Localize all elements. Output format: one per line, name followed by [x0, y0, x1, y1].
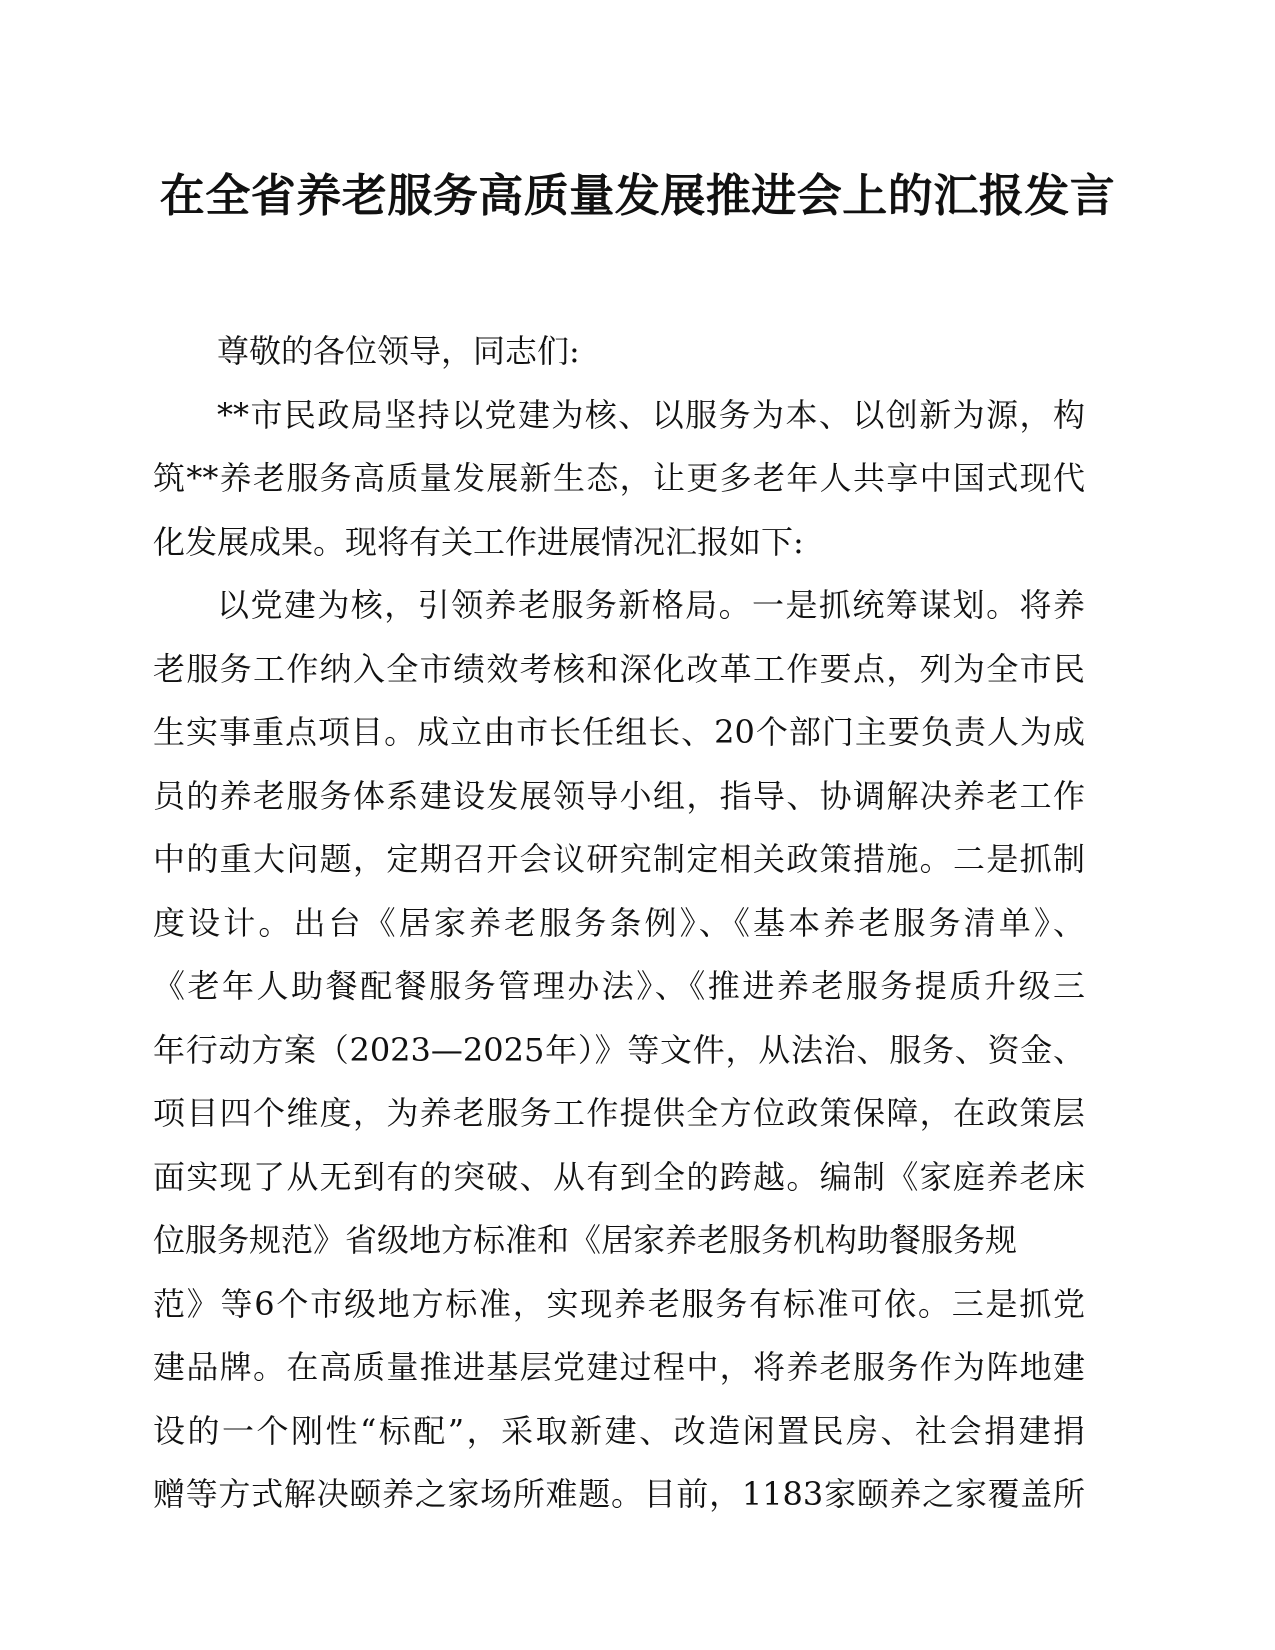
paragraph-line: 筑**养老服务高质量发展新生态，让更多老年人共享中国式现代	[153, 459, 1085, 497]
document-title: 在全省养老服务高质量发展推进会上的汇报发言	[159, 169, 1116, 222]
paragraph-line: 年行动方案（2023—2025年）》等文件，从法治、服务、资金、	[153, 1030, 1085, 1069]
paragraph-line: 员的养老服务体系建设发展领导小组，指导、协调解决养老工作	[153, 776, 1085, 815]
paragraph-line: 《老年人助餐配餐服务管理办法》、《推进养老服务提质升级三	[153, 967, 1085, 1005]
paragraph-line: 度设计。出台《居家养老服务条例》、《基本养老服务清单》、	[153, 903, 1085, 942]
paragraph-line: **市民政局坚持以党建为核、以服务为本、以创新为源，构	[217, 395, 1085, 434]
paragraph-line: 化发展成果。现将有关工作进展情况汇报如下:	[153, 522, 804, 561]
paragraph-line: 建品牌。在高质量推进基层党建过程中，将养老服务作为阵地建	[153, 1348, 1085, 1386]
paragraph-line: 设的一个刚性“标配”，采取新建、改造闲置民房、社会捐建捐	[153, 1411, 1085, 1450]
salutation-line: 尊敬的各位领导，同志们:	[217, 332, 580, 370]
paragraph-line: 生实事重点项目。成立由市长任组长、20个部门主要负责人为成	[153, 713, 1085, 751]
paragraph-line: 老服务工作纳入全市绩效考核和深化改革工作要点，列为全市民	[153, 649, 1085, 688]
paragraph-line: 位服务规范》省级地方标准和《居家养老服务机构助餐服务规	[153, 1221, 1018, 1259]
paragraph-line: 面实现了从无到有的突破、从有到全的跨越。编制《家庭养老床	[153, 1157, 1085, 1196]
paragraph-line: 以党建为核，引领养老服务新格局。一是抓统筹谋划。将养	[217, 586, 1085, 624]
document-body	[153, 320, 1085, 1527]
paragraph-line: 范》等6个市级地方标准，实现养老服务有标准可依。三是抓党	[153, 1284, 1085, 1323]
paragraph-line: 项目四个维度，为养老服务工作提供全方位政策保障，在政策层	[153, 1094, 1085, 1132]
paragraph-line: 中的重大问题，定期召开会议研究制定相关政策措施。二是抓制	[153, 840, 1085, 878]
paragraph-line: 赠等方式解决颐养之家场所难题。目前，1183家颐养之家覆盖所	[153, 1475, 1085, 1513]
